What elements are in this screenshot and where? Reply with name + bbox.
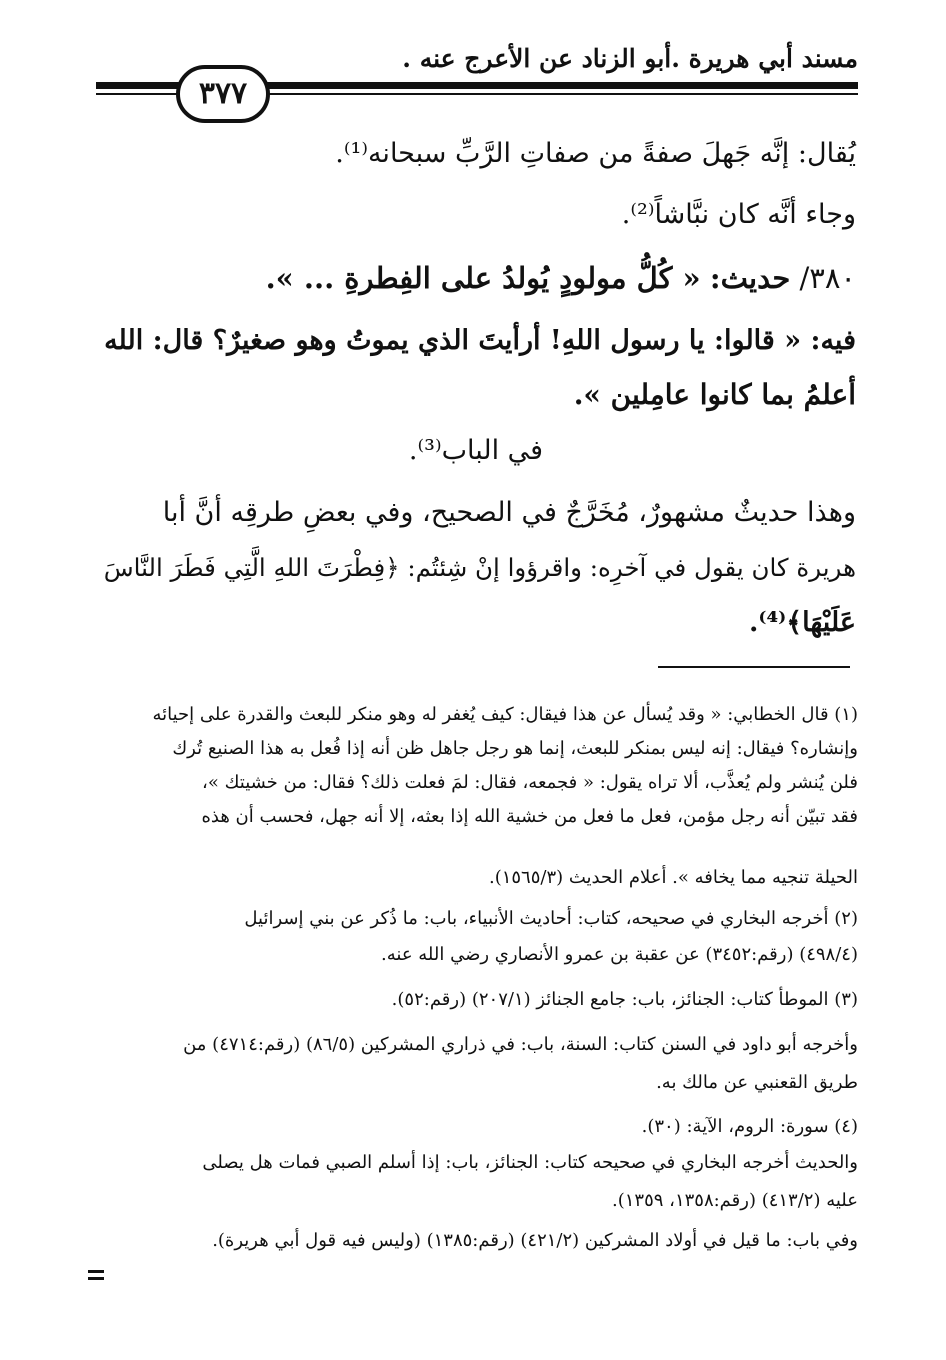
para-line-2: هريرة كان يقول في آخرِه: واقرؤوا إنْ شِئتُم: ﴿فِطْرَتَ اللهِ الَّتِي فَطَرَ النَّاسَ	[103, 553, 856, 582]
hadith-number: ٣٨٠/	[799, 261, 856, 295]
bab-line: في الباب⁽³⁾.	[408, 435, 544, 466]
footnote-line: والحديث أخرجه البخاري في صحيحه كتاب: الجنائز، باب: إذا أسلم الصبي فمات هل يصلى	[202, 1152, 858, 1173]
para-line-3: عَلَيْهَا﴾⁽⁴⁾.	[748, 607, 856, 638]
footnote-line: وإنشاره؟ فيقال: إنه ليس بمنكر للبعث، إنما هو رجل جاهل ظن أنه إذا فُعل به هذا الصنيع تُرك	[172, 738, 858, 759]
footnote-line: (١) قال الخطابي: « وقد يُسأل عن هذا فيقال: كيف يُغفر له وهو منكر للبعث والقدرة على إحيائه	[152, 704, 858, 725]
footnote-line: الحيلة تنجيه مما يخافه ». أعلام الحديث (١٥٦٥/٣).	[488, 867, 858, 888]
footnote-line: (٢) أخرجه البخاري في صحيحه، كتاب: أحاديث الأنبياء، باب: ما ذُكر عن بني إسرائيل	[244, 908, 858, 929]
page-number: ٣٧٧	[176, 65, 270, 123]
fihi-line-2: أعلمُ بما كانوا عامِلين ».	[573, 378, 856, 411]
end-mark	[88, 1270, 104, 1284]
footnote-line: فلن يُنشر ولم يُعذَّب، ألا تراه يقول: « فجمعه، فقال: لمَ فعلت ذلك؟ فقال: من خشيتك »،	[202, 772, 858, 793]
footnote-line: (٣) الموطأ كتاب: الجنائز، باب: جامع الجنائز (٢٠٧/١) (رقم:٥٢).	[391, 989, 858, 1010]
text-line-2: وجاء أنَّه كان نبَّاشاً⁽²⁾.	[621, 199, 856, 230]
footnote-line: وفي باب: ما قيل في أولاد المشركين (٤٢١/٢) (رقم:١٣٨٥) (وليس فيه قول أبي هريرة).	[212, 1230, 858, 1251]
footnote-divider	[658, 666, 850, 668]
para-line-1: وهذا حديثٌ مشهورٌ، مُخَرَّجٌ في الصحيح، وفي بعضِ طرقِه أنَّ أبا	[162, 497, 856, 528]
text-line-1: يُقال: إنَّه جَهلَ صفةً من صفاتِ الرَّبِّ سبحانه⁽¹⁾.	[335, 138, 856, 169]
footnote-line: وأخرجه أبو داود في السنن كتاب: السنة، باب: في ذراري المشركين (٨٦/٥) (رقم:٤٧١٤) من	[183, 1034, 858, 1055]
hadith-heading	[96, 254, 856, 302]
footnote-line: فقد تبيّن أنه رجل مؤمن، فعل ما فعل من خشية الله إذا بعثه، إلا أنه جهل، فحسب أن هذه	[201, 806, 858, 827]
footnote-line: عليه (٤١٣/٢) (رقم:١٣٥٨، ١٣٥٩).	[611, 1190, 858, 1211]
footnote-line: (٤٩٨/٤) (رقم:٣٤٥٢) عن عقبة بن عمرو الأنصاري رضي الله عنه.	[381, 944, 858, 965]
footnote-line: طريق القعنبي عن مالك به.	[656, 1072, 858, 1093]
running-head: مسند أبي هريرة .أبو الزناد عن الأعرج عنه .	[402, 44, 858, 73]
footnote-line: (٤) سورة: الروم، الآية: (٣٠).	[641, 1116, 858, 1137]
hadith-text: « كُلُّ مولودٍ يُولدُ على الفِطرةِ ... ».	[265, 261, 701, 295]
fihi-line-1: فيه: « قالوا: يا رسول اللهِ! أرأيتَ الذي يموتُ وهو صغيرٌ؟ قال: الله	[104, 325, 856, 356]
hadith-label: حديث:	[709, 261, 791, 295]
